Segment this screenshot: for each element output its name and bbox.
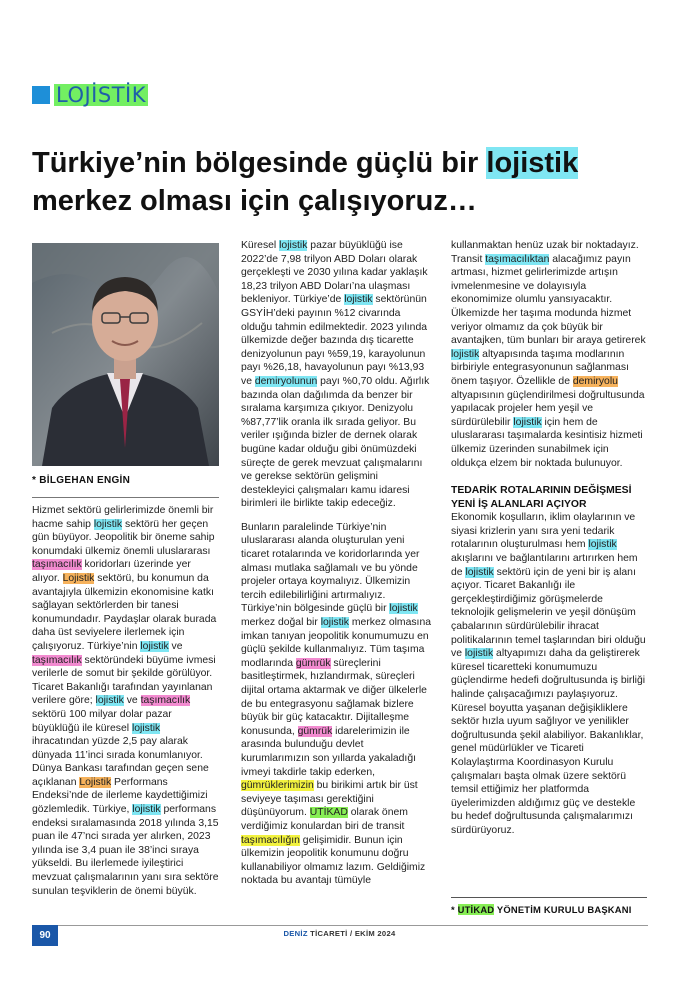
magazine-brand: DENİZ xyxy=(283,929,308,938)
highlighted-term: lojistik xyxy=(320,617,349,629)
highlighted-term: lojistik xyxy=(389,603,418,615)
highlighted-term: taşımacılık xyxy=(32,559,82,571)
section-label: LOJİSTİK xyxy=(56,83,146,107)
highlighted-term: lojistik xyxy=(132,804,161,816)
highlighted-term: lojistik xyxy=(451,348,480,360)
signature-title: YÖNETİM KURULU BAŞKANI xyxy=(494,904,632,915)
caption-divider xyxy=(32,497,219,498)
headline-part-1: Türkiye’nin bölgesinde güçlü bir xyxy=(32,147,487,179)
highlighted-term: demiryolu xyxy=(572,375,618,387)
subheading: TEDARİK ROTALARININ DEĞİŞMESİ YENİ İŞ ALANLARI AÇIYOR xyxy=(451,485,632,510)
signature-highlight: UTİKAD xyxy=(457,904,495,915)
section-tag xyxy=(32,84,148,106)
column-1 xyxy=(32,504,219,898)
highlighted-term: lojistik xyxy=(131,722,161,734)
highlighted-term: Lojistik xyxy=(79,776,112,788)
magazine-issue: TİCARETİ / EKİM 2024 xyxy=(307,929,396,938)
highlighted-term: lojistik xyxy=(93,518,123,530)
portrait-photo xyxy=(32,243,219,466)
section-square-icon xyxy=(32,86,50,104)
column-2-paragraph-2: Bunların paralelinde Türkiye’nin uluslararası alanda oluşturulan yeni ticaret rotalarında ve koridorlarında yer alması mutlaka sağlamalı ve bu yönde projeler ortaya koymalıyız. Ülkemizin tercih edilebilirliğini artırmalıyız. Türkiye’nin bölgesinde güçlü bir lojistik merkez doğal bir lojistik merkez olmasına imkan tanıyan jeopolitik konumumuzu en güçlü şekilde kullanmalıyız. Tüm taşıma modlarında gümrük süreçlerini basitleştirmek, hızlandırmak, süreçleri dijital ortama aktarmak ve diğer ülkelerle de bu entegrasyonu sağlamak bizlere büyük bir güç katacaktır. Dijitalleşme konusunda, gümrük idarelerimizin ile arasında bulunduğu devlet kurumlarımızın son yıllarda yakaladığı ivmeyi takdirle takip ederken, gümrüklerimizin bu birikimi artık bir üst seviyeye taşıması gerektiğini düşünüyorum. UTİKAD olarak önem verdiğimiz konulardan biri de transit taşımacılığın gelişimidir. Bunun için ülkemizin jeopolitik konumunu doğru kullanabiliyor olmamız lazım. Geldiğimiz noktada bu avantajı tümüyle xyxy=(241,521,431,887)
column-2 xyxy=(241,239,431,888)
headline xyxy=(32,144,652,220)
magazine-footer xyxy=(0,929,679,938)
signature-prefix: * xyxy=(451,904,458,915)
highlighted-term: gümrük xyxy=(297,725,333,737)
highlighted-term: taşımacılığın xyxy=(241,834,300,846)
footer-divider xyxy=(32,925,648,926)
page-number: 90 xyxy=(32,925,58,946)
author-signature xyxy=(451,904,647,915)
column-3 xyxy=(451,239,647,838)
headline-highlight: lojistik xyxy=(486,147,579,179)
highlighted-term: demiryolunun xyxy=(254,375,318,387)
highlighted-term: lojistik xyxy=(464,648,494,660)
highlighted-term: Lojistik xyxy=(62,572,95,584)
highlighted-term: taşımacılık xyxy=(32,654,82,666)
headline-part-2: merkez olması için çalışıyoruz… xyxy=(32,185,477,217)
portrait-photo-icon xyxy=(32,243,219,466)
highlighted-term: taşımacılıktan xyxy=(485,253,550,265)
photo-caption: * BİLGEHAN ENGİN xyxy=(32,475,131,486)
highlighted-term: lojistik xyxy=(588,539,617,551)
highlighted-term: lojistik xyxy=(140,640,169,652)
column-3-paragraph-1: kullanmaktan henüz uzak bir noktadayız. Transit taşımacılıktan alacağımız payın artması, hizmet gelirlerimizde artışın ivmelenmesine ve dolayısıyla ekonomimize olumlu yansıyacaktır. Ülkemizde her taşıma modunda hizmet veriyor olmamız da çok büyük bir avantajken, tüm bunları bir araya getirerek lojistik altyapısında taşıma modlarının birbiriyle entegrasyonunun sağlanması önem taşıyor. Özellikle de demiryolu altyapısının güçlendirilmesi doğrultusunda yapılacak projeler hem yeşil ve sürdürülebilir lojistik için hem de uluslararası taşımalarda kesintisiz hizmeti ülkemiz üzerinden sunabilmek için oldukça elzem bir noktada bulunuyor. xyxy=(451,240,646,469)
highlighted-term: gümrüklerimizin xyxy=(241,780,314,792)
highlighted-term: lojistik xyxy=(465,566,494,578)
column-1-paragraph-1: Hizmet sektörü gelirlerimizde önemli bir hacme sahip lojistik sektörü her geçen gün büyüyor. Jeopolitik bir öneme sahip konumdaki ülkemiz önemli uluslararası taşımacılık koridorları üzerinde yer alıyor. Lojistik sektörü, bu konumun da avantajıyla ülkemizin ekonomisine katkı sağlayan sektörlerden bir tanesi konumundadır. Paydaşlar olarak burada daha üst seviyelere ilerlemek için çalışıyoruz. Türkiye’nin lojistik ve taşımacılık sektöründeki büyüme ivmesi verilerle de somut bir şekilde görülüyor. Ticaret Bakanlığı tarafından yayınlanan verilere göre; lojistik ve taşımacılık sektörü 100 milyar dolar pazar büyüklüğü ile küresel lojistik ihracatından yüzde 2,5 pay alarak dünyada 11’inci sırada konumlanıyor. Dünya Bankası tarafından geçen sene açıklanan Lojistik Performans Endeksi’nde de ilerleme kaydettiğimizi gözlemledik. Türkiye, lojistik performans endeksi sıralamasında 2018 yılında 3,15 puan ile 47’nci sırada yer alırken, 2023 yılında ise 3,4 puan ile 38’inci sıraya yükseldi. Bu ilerlemede iyileştirici mevzuat çalışmalarının yanı sıra sektöre sunulan teşviklerin de önemi büyük. xyxy=(32,505,219,897)
highlighted-term: lojistik xyxy=(344,294,373,306)
signature-divider xyxy=(451,897,647,898)
highlighted-term: lojistik xyxy=(513,416,542,428)
highlighted-term: lojistik xyxy=(279,240,308,251)
highlighted-term: taşımacılık xyxy=(140,695,191,707)
column-2-paragraph-1: Küresel lojistik pazar büyüklüğü ise 2022’de 7,98 trilyon ABD Doları olarak gerçekleşti ve 2030 yılına kadar yaklaşık 18,23 trilyon ABD Doları’na ulaşması bekleniyor. Türkiye’de lojistik sektörünün GSYİH’deki payının %12 civarında olduğu tahmin edilmektedir. 2023 yılında ülkemizde değer bazında dış ticarette denizyolunun payı %59,19, karayolunun payı %26,18, havayolunun payı %13,93 ve demiryolunun payı %0,70 oldu. Ağırlık bazında olan dağılımda da benzer bir sıralama karşımıza çıkıyor. Denizyolu %87,77’lik oranla ilk sırada geliyor. Bu veriler ışığında bizler de dernek olarak bugüne kadar olduğu gibi önümüzdeki süreçte de gerek mevzuat çalışmalarını ve gerekse sektörün gelişmini destekleyici çalışmaları kamu idaresi birimleri ile birlikte takip edeceğiz. xyxy=(241,240,430,510)
column-3-paragraph-2: Ekonomik koşulların, iklim olaylarının ve siyasi krizlerin yanı sıra yeni tedarik rotalarının oluşturulması hem lojistik akışlarını ve bağlantılarını artırırken hem de lojistik sektörü için de yeni bir iş alanı açıyor. Ticaret Bakanlığı ile gerçekleştirdiğimiz görüşmelerde teknolojik gelişmelerin ve yeşil dönüşüm çabalarının sürdürülebilir ihracat politikalarının temel taşlarından biri olduğu ve lojistik altyapımızı daha da geliştirerek küresel ticaretteki konumumuzu güçlendirme hedefi doğrultusunda iş birliği halinde çalışacağımızı paylaşıyoruz. Küresel boyutta yaşanan değişikliklere sektör hızla uyum sağlıyor ve yenilikler doğrultusunda şekil alabiliyor. Bakanlıklar, genel müdürlükler ve Ticareti Kolaylaştırma Koordinasyon Kurulu çalışmaları başta olmak üzere sektörü temsil ettiğimiz her platformda üyelerimizden aldığımız güç ve destekle bu hedef doğrultusunda çalışmalarımızı sürdürüyoruz. xyxy=(451,512,646,836)
highlighted-term: UTİKAD xyxy=(309,807,348,819)
highlighted-term: gümrük xyxy=(295,657,331,669)
highlighted-term: lojistik xyxy=(95,695,124,707)
